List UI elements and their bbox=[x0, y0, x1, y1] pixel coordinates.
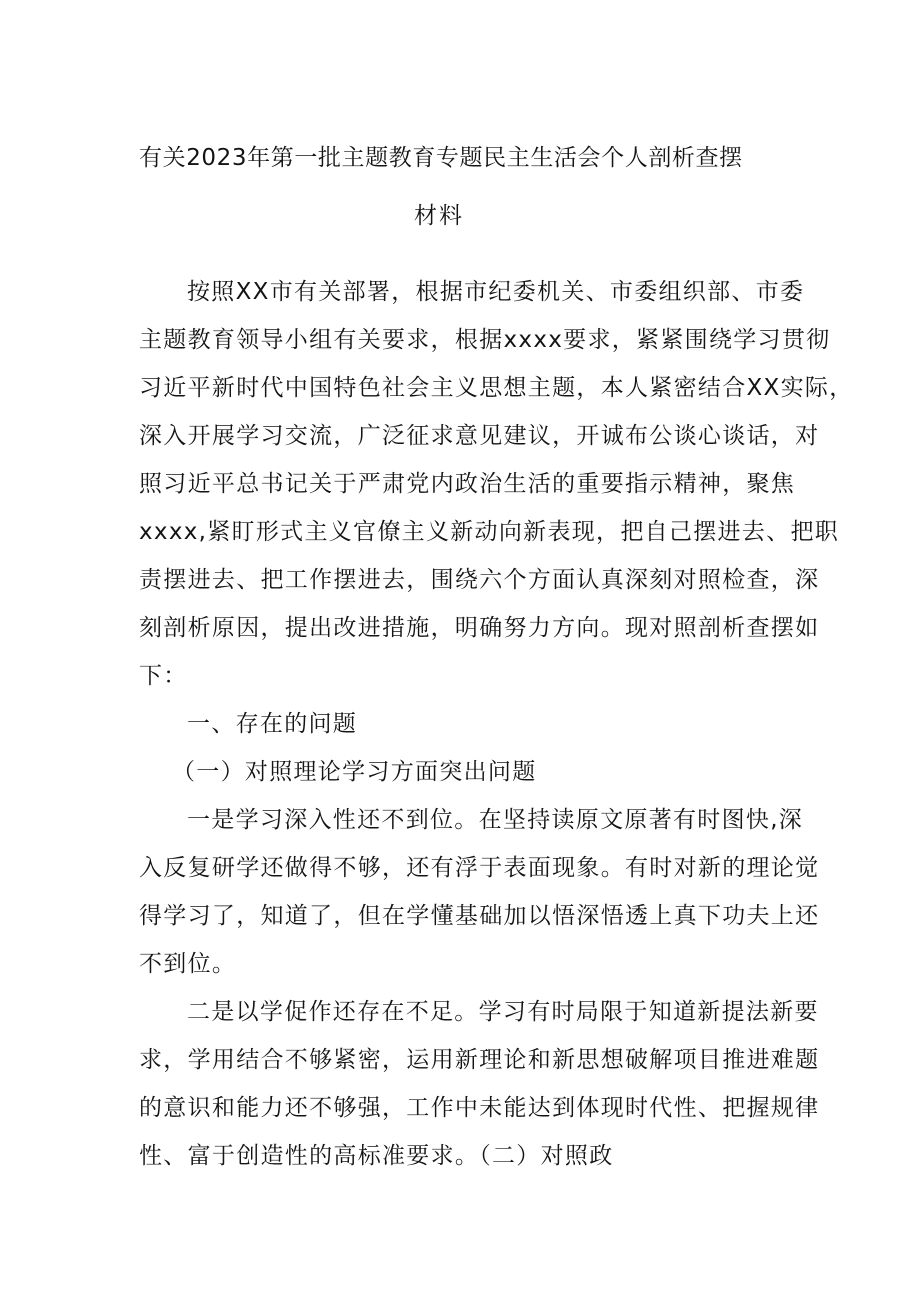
intro-line: 按照XX市有关部署，根据市纪委机关、市委组织部、市委 bbox=[187, 279, 805, 305]
intro-line: 责摆进去、把工作摆进去，围绕六个方面认真深刻对照检查，深 bbox=[139, 567, 820, 593]
point-line: 性、富于创造性的高标准要求。（二）对照政 bbox=[139, 1143, 614, 1169]
point-line: 的意识和能力还不够强，工作中未能达到体现时代性、把握规律 bbox=[139, 1095, 820, 1121]
point-line: 不到位。 bbox=[139, 951, 237, 977]
point-line: 入反复研学还做得不够，还有浮于表面现象。有时对新的理论觉 bbox=[139, 855, 820, 881]
section-heading: 一、存在的问题 bbox=[187, 711, 358, 737]
intro-line: 深入开展学习交流，广泛征求意见建议，开诚布公谈心谈话，对 bbox=[139, 423, 820, 449]
intro-line: 下： bbox=[139, 663, 188, 689]
subsection-heading: （一）对照理论学习方面突出问题 bbox=[172, 759, 537, 785]
intro-line: 刻剖析原因，提出改进措施，明确努力方向。现对照剖析查摆如 bbox=[139, 615, 820, 641]
point-line: 求，学用结合不够紧密，运用新理论和新思想破解项目推进难题 bbox=[139, 1047, 820, 1073]
intro-line: xxxx,紧盯形式主义官僚主义新动向新表现，把自己摆进去、把职 bbox=[139, 519, 840, 545]
document-title-line-1: 有关2023年第一批主题教育专题民主生活会个人剖析查摆 bbox=[139, 145, 743, 171]
point-line: 一是学习深入性还不到位。在坚持读原文原著有时图快,深 bbox=[187, 807, 804, 833]
point-line: 二是以学促作还存在不足。学习有时局限于知道新提法新要 bbox=[187, 999, 819, 1025]
intro-line: 照习近平总书记关于严肃党内政治生活的重要指示精神，聚焦 bbox=[139, 471, 796, 497]
intro-line: 习近平新时代中国特色社会主义思想主题，本人紧密结合XX实际， bbox=[139, 375, 854, 401]
point-line: 得学习了，知道了，但在学懂基础加以悟深悟透上真下功夫上还 bbox=[139, 903, 820, 929]
document-title-line-2: 材料 bbox=[414, 203, 464, 229]
intro-line: 主题教育领导小组有关要求，根据xxxx要求，紧紧围绕学习贯彻 bbox=[139, 327, 831, 353]
